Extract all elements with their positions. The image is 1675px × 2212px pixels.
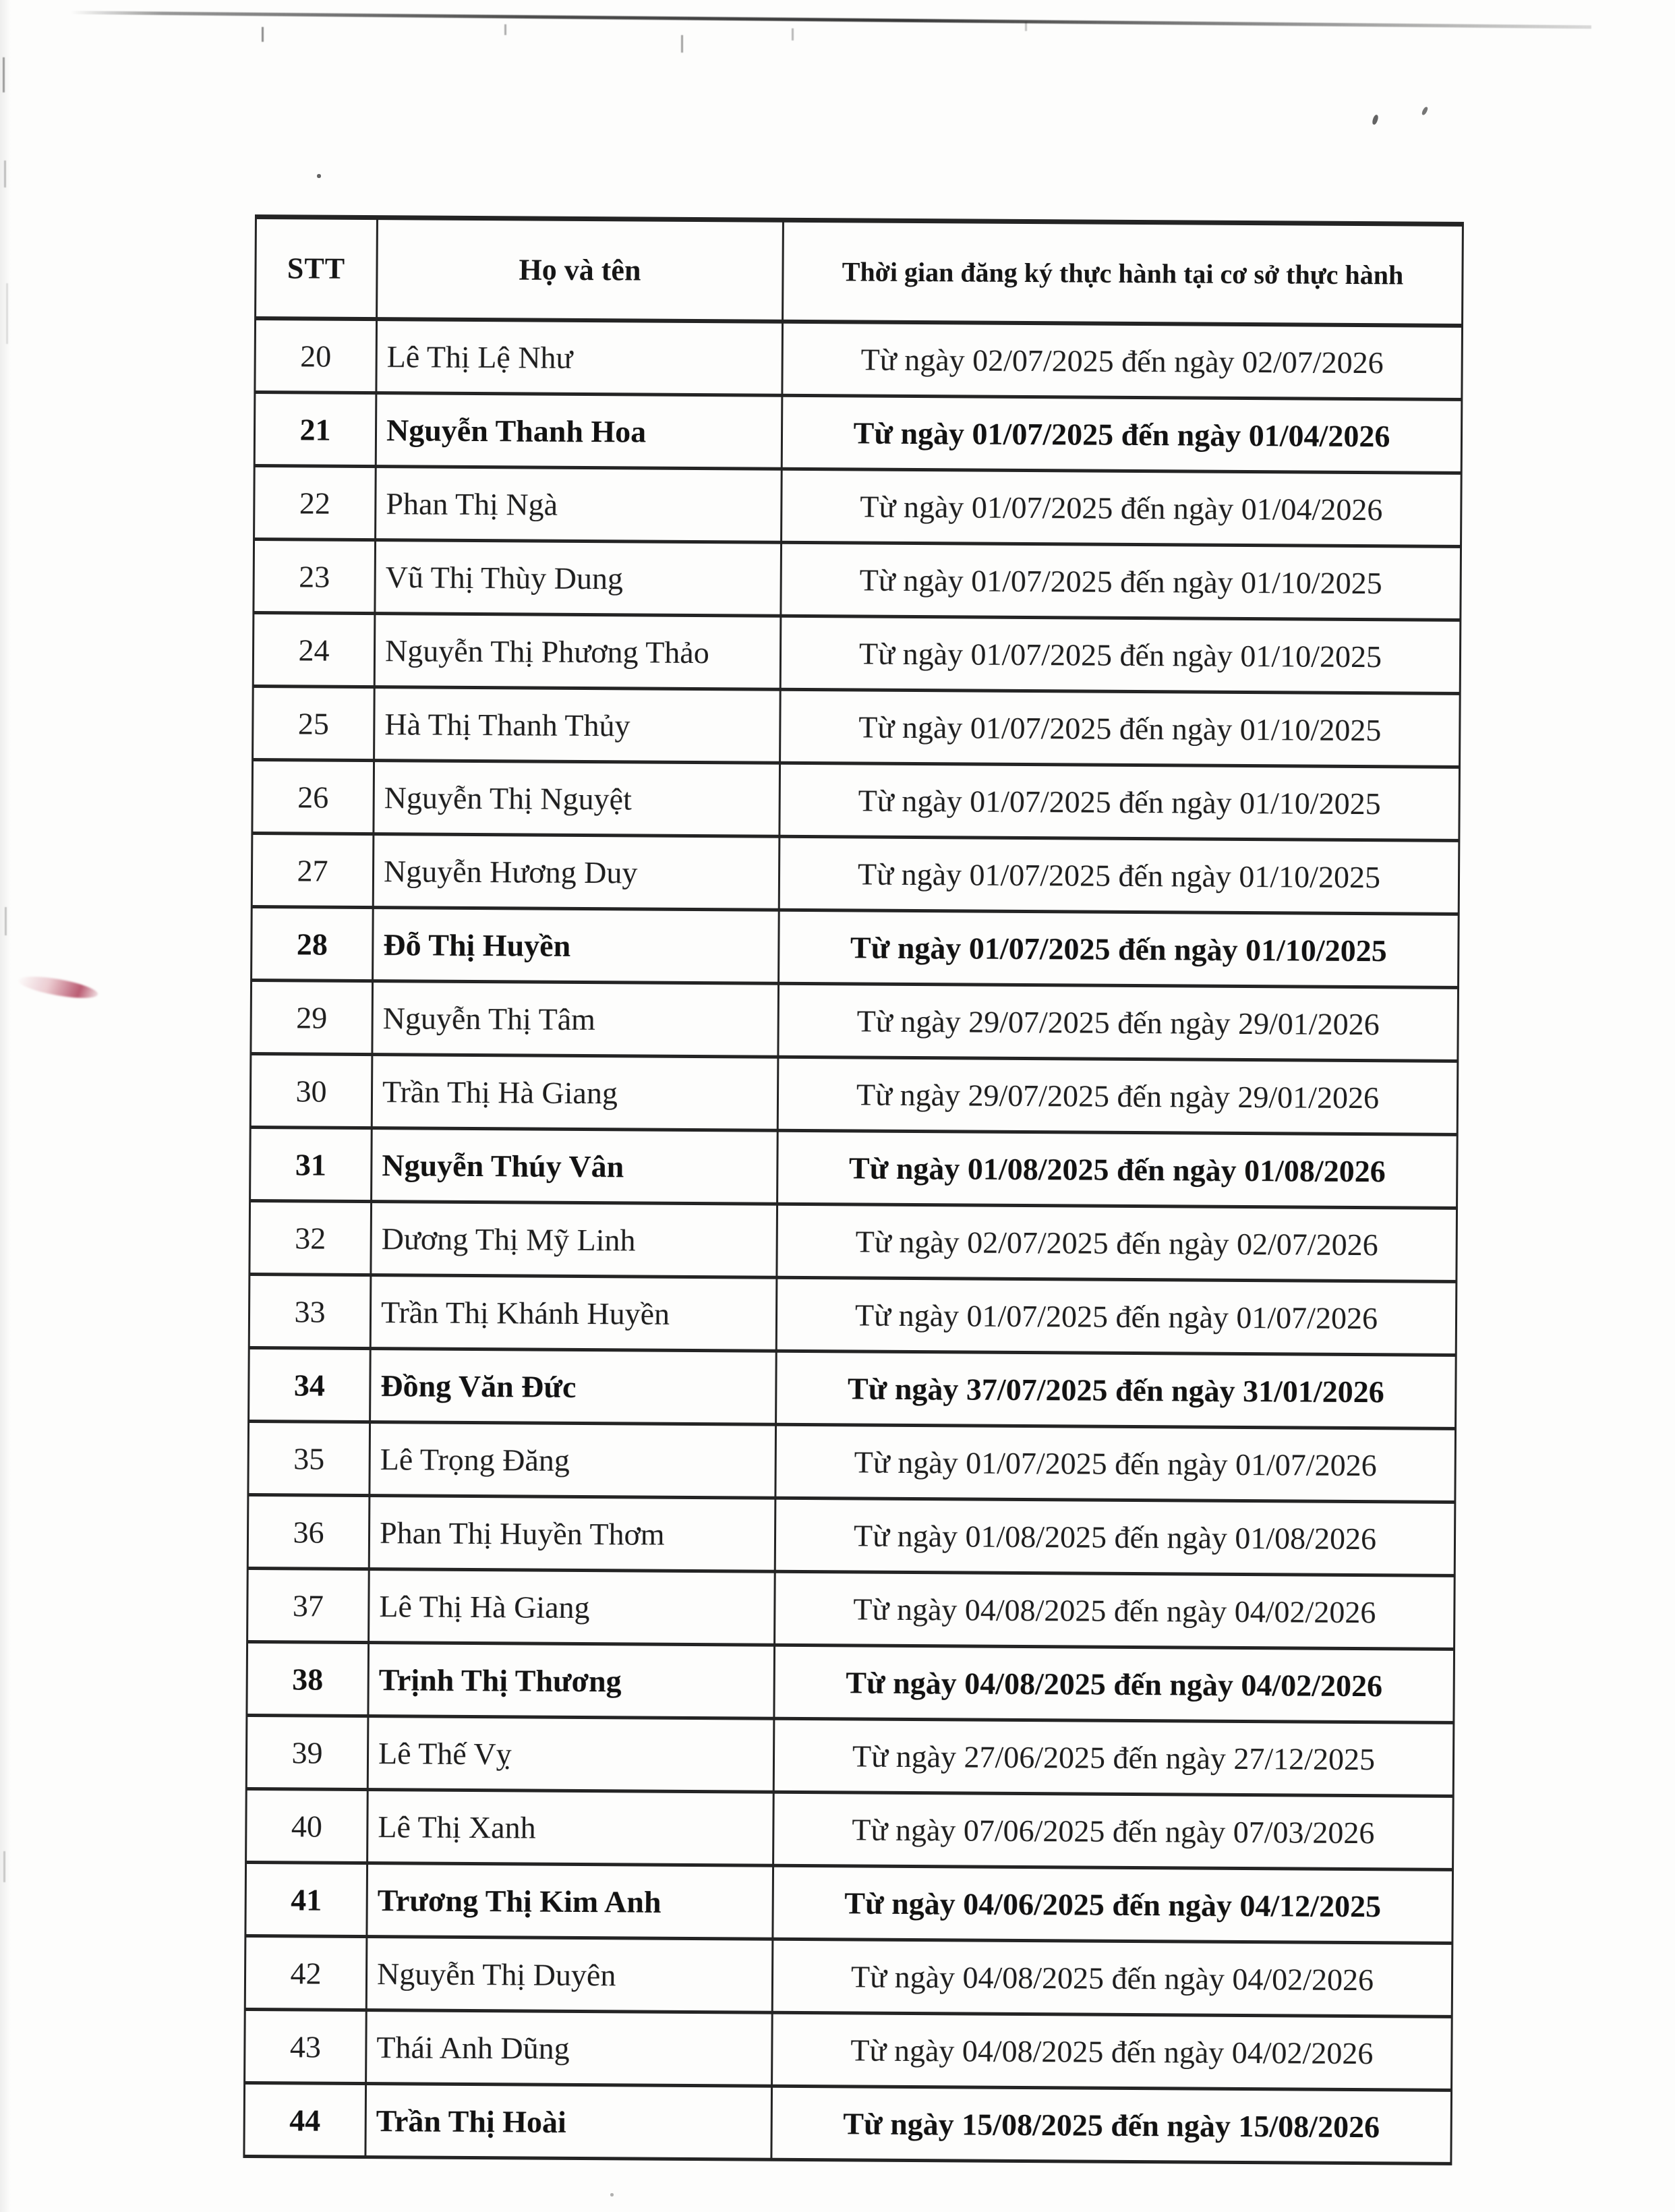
cell-stt: 28 <box>252 906 374 981</box>
cell-stt: 22 <box>254 466 376 540</box>
cell-period: Từ ngày 01/07/2025 đến ngày 01/10/2025 <box>780 616 1461 693</box>
cell-period: Từ ngày 01/07/2025 đến ngày 01/10/2025 <box>780 763 1460 840</box>
cell-name: Đồng Văn Đức <box>370 1349 777 1425</box>
cell-stt: 29 <box>251 980 373 1054</box>
cell-period: Từ ngày 01/07/2025 đến ngày 01/10/2025 <box>779 836 1459 914</box>
table-row <box>254 540 1461 620</box>
table-row <box>249 1274 1457 1355</box>
table-row <box>246 1715 1454 1796</box>
scan-speck <box>317 174 321 178</box>
table-row <box>253 686 1461 767</box>
cell-name: Nguyễn Thị Tâm <box>372 981 779 1057</box>
cell-name: Trương Thị Kim Anh <box>367 1863 773 1940</box>
scan-speck <box>1025 22 1027 31</box>
cell-period: Từ ngày 29/07/2025 đến ngày 29/01/2026 <box>778 983 1459 1061</box>
cell-name: Nguyễn Thúy Vân <box>372 1128 778 1204</box>
cell-period: Từ ngày 02/07/2025 đến ngày 02/07/2026 <box>782 322 1463 400</box>
cell-stt: 21 <box>254 392 376 467</box>
cell-name: Đỗ Thị Huyền <box>373 908 780 984</box>
table-row <box>245 1936 1452 2016</box>
table-row <box>250 1127 1458 1208</box>
cell-stt: 36 <box>247 1494 370 1569</box>
cell-name: Trần Thị Khánh Huyền <box>370 1275 777 1351</box>
scan-speck <box>792 28 794 40</box>
cell-stt: 34 <box>249 1347 371 1422</box>
cell-stt: 23 <box>254 540 376 614</box>
table-row <box>246 1788 1454 1869</box>
practice-registration-sheet <box>243 214 1462 2165</box>
cell-stt: 42 <box>245 1936 367 2010</box>
cell-stt: 40 <box>246 1788 368 1863</box>
cell-name: Lê Thế Vỵ <box>368 1716 774 1793</box>
cell-period: Từ ngày 01/07/2025 đến ngày 01/04/2026 <box>782 395 1462 473</box>
cell-period: Từ ngày 04/08/2025 đến ngày 04/02/2026 <box>774 1645 1454 1722</box>
scan-artifact-line <box>71 11 1591 29</box>
column-header-stt: STT <box>256 217 378 320</box>
cell-name: Lê Trọng Đăng <box>370 1422 776 1498</box>
cell-period: Từ ngày 29/07/2025 đến ngày 29/01/2026 <box>777 1057 1458 1134</box>
scan-speck <box>3 57 5 92</box>
cell-stt: 39 <box>246 1715 368 1789</box>
table-row <box>247 1494 1455 1575</box>
scan-speck <box>681 35 683 53</box>
table-row <box>249 1347 1457 1428</box>
column-header-period: Thời gian đăng ký thực hành tại cơ sở thực hành <box>783 220 1463 326</box>
cell-name: Phan Thị Ngà <box>376 467 782 543</box>
table-row <box>249 1200 1457 1281</box>
left-edge-scan-shadow <box>0 0 11 2212</box>
table-row <box>252 759 1460 840</box>
table-row <box>255 318 1463 399</box>
table-row <box>250 1053 1458 1134</box>
cell-stt: 44 <box>244 2083 366 2157</box>
cell-name: Nguyễn Thanh Hoa <box>376 393 782 469</box>
cell-stt: 38 <box>247 1641 369 1716</box>
cell-period: Từ ngày 07/06/2025 đến ngày 07/03/2026 <box>773 1792 1454 1869</box>
cell-stt: 41 <box>245 1862 368 1936</box>
cell-period: Từ ngày 01/07/2025 đến ngày 01/04/2026 <box>782 469 1462 546</box>
table-row <box>252 906 1459 987</box>
cell-stt: 32 <box>249 1200 372 1275</box>
cell-stt: 35 <box>248 1421 370 1495</box>
cell-period: Từ ngày 01/07/2025 đến ngày 01/07/2026 <box>775 1424 1456 1502</box>
red-pen-smudge <box>17 972 99 1002</box>
cell-stt: 43 <box>245 2009 367 2083</box>
table-body <box>244 318 1463 2163</box>
cell-stt: 26 <box>252 759 374 834</box>
scan-speck <box>1372 114 1379 125</box>
cell-period: Từ ngày 01/07/2025 đến ngày 01/10/2025 <box>781 542 1461 620</box>
table-row <box>245 2009 1452 2090</box>
table-row <box>252 833 1459 914</box>
cell-stt: 27 <box>252 833 374 907</box>
cell-name: Lê Thị Lệ Như <box>376 319 783 395</box>
table-row <box>254 466 1462 547</box>
cell-name: Lê Thị Xanh <box>368 1790 774 1866</box>
table-row <box>247 1641 1454 1722</box>
table-row <box>254 392 1462 473</box>
column-header-name: Họ và tên <box>377 218 784 322</box>
cell-name: Trần Thị Hà Giang <box>372 1055 778 1131</box>
table-header-row <box>256 217 1463 326</box>
cell-stt: 20 <box>255 318 377 393</box>
cell-name: Vũ Thị Thùy Dung <box>375 540 782 616</box>
cell-name: Nguyễn Hương Duy <box>373 834 780 910</box>
cell-name: Hà Thị Thanh Thủy <box>374 687 781 763</box>
cell-period: Từ ngày 27/06/2025 đến ngày 27/12/2025 <box>773 1718 1454 1796</box>
table-row <box>251 980 1459 1061</box>
scan-speck <box>5 907 7 935</box>
scan-speck <box>504 24 506 35</box>
cell-name: Nguyễn Thị Nguyệt <box>374 761 780 837</box>
cell-period: Từ ngày 01/07/2025 đến ngày 01/07/2026 <box>776 1277 1457 1355</box>
cell-stt: 25 <box>253 686 375 760</box>
cell-period: Từ ngày 01/08/2025 đến ngày 01/08/2026 <box>775 1498 1455 1575</box>
scan-speck <box>610 2193 614 2196</box>
table-row <box>245 1862 1453 1943</box>
cell-stt: 30 <box>250 1053 372 1128</box>
cell-name: Phan Thị Huyền Thơm <box>369 1496 775 1572</box>
cell-period: Từ ngày 02/07/2025 đến ngày 02/07/2026 <box>777 1204 1457 1281</box>
table-row <box>247 1568 1455 1649</box>
table-row <box>244 2083 1452 2163</box>
practice-registration-table <box>243 214 1464 2165</box>
cell-name: Thái Anh Dũng <box>366 2010 773 2087</box>
cell-name: Lê Thị Hà Giang <box>369 1569 775 1646</box>
scan-speck <box>262 27 264 42</box>
cell-period: Từ ngày 37/07/2025 đến ngày 31/01/2026 <box>776 1351 1457 1428</box>
cell-period: Từ ngày 01/07/2025 đến ngày 01/10/2025 <box>780 689 1461 767</box>
scan-speck <box>3 1851 5 1882</box>
cell-period: Từ ngày 15/08/2025 đến ngày 15/08/2026 <box>771 2086 1452 2163</box>
table-row <box>248 1421 1456 1502</box>
cell-period: Từ ngày 04/06/2025 đến ngày 04/12/2025 <box>773 1865 1453 1943</box>
cell-name: Nguyễn Thị Phương Thảo <box>374 614 781 690</box>
scan-speck <box>6 283 8 344</box>
cell-stt: 37 <box>247 1568 370 1642</box>
cell-name: Trần Thị Hoài <box>365 2084 772 2160</box>
cell-stt: 24 <box>253 612 375 687</box>
cell-stt: 33 <box>249 1274 371 1348</box>
cell-period: Từ ngày 01/07/2025 đến ngày 01/10/2025 <box>779 910 1459 987</box>
cell-name: Dương Thị Mỹ Linh <box>371 1202 777 1278</box>
scan-speck <box>1421 106 1428 115</box>
cell-stt: 31 <box>250 1127 372 1201</box>
cell-period: Từ ngày 04/08/2025 đến ngày 04/02/2026 <box>775 1571 1455 1649</box>
table-row <box>253 612 1461 693</box>
cell-period: Từ ngày 04/08/2025 đến ngày 04/02/2026 <box>772 1939 1452 2016</box>
cell-name: Trịnh Thị Thương <box>368 1643 775 1719</box>
cell-name: Nguyễn Thị Duyên <box>366 1937 773 2013</box>
cell-period: Từ ngày 01/08/2025 đến ngày 01/08/2026 <box>777 1130 1458 1208</box>
cell-period: Từ ngày 04/08/2025 đến ngày 04/02/2026 <box>772 2012 1452 2090</box>
scan-speck <box>4 161 6 187</box>
